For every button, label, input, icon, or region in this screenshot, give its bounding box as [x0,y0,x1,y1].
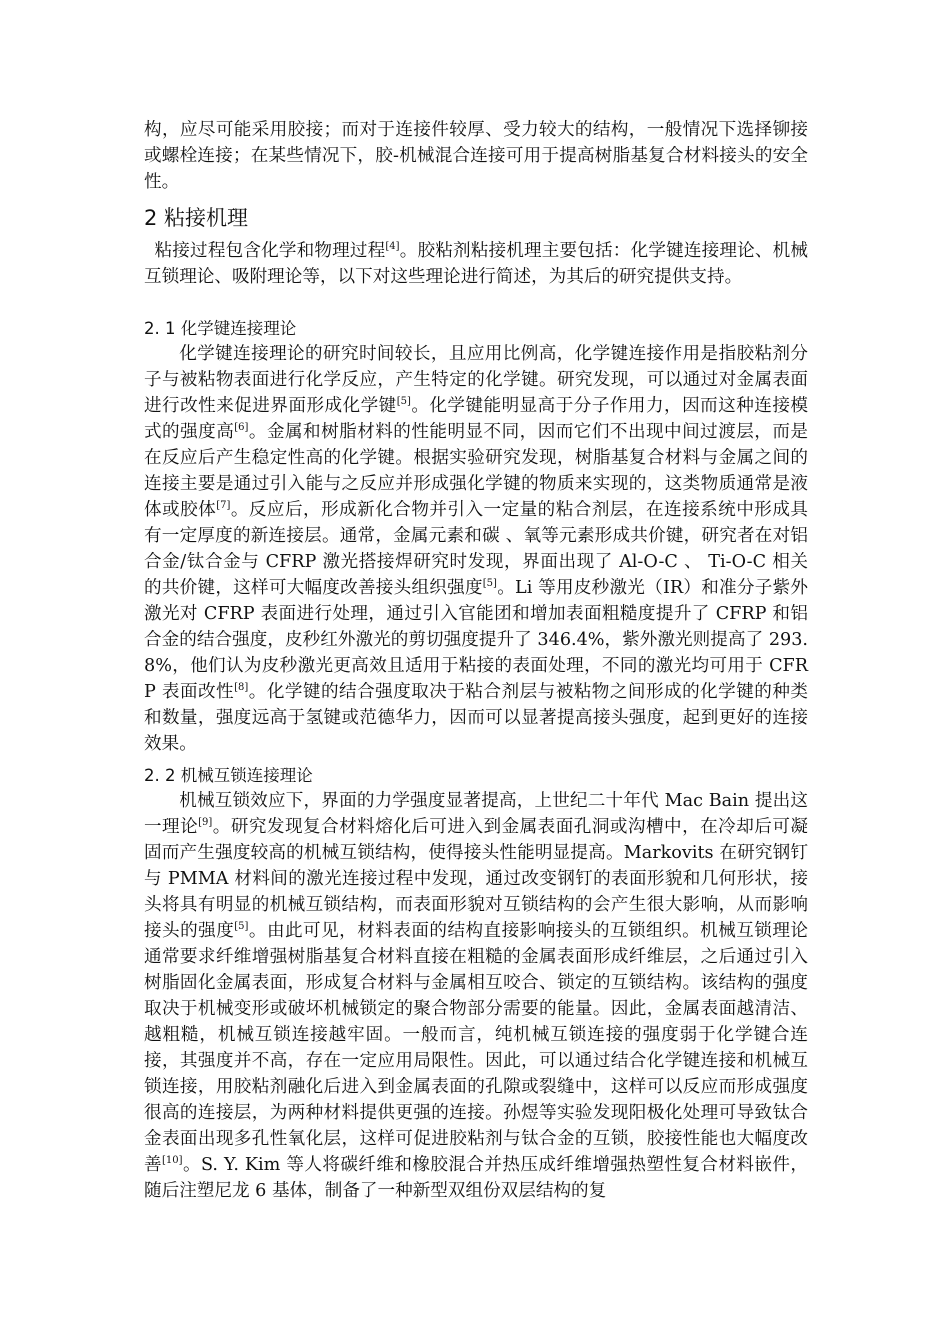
text-segment: 。研究发现复合材料熔化后可进入到金属表面孔洞或沟槽中，在冷却后可凝固而产生强度较高的机械互锁结构，使得接头性能明显提高。Markovits 在研究钢钉与 PMMA 材料间的激光连接过程中发现，通过改变钢钉的表面形貌和几何形状，接头将具有明显的机械互锁结构，而表面形貌对互锁结构的会产生很大影响，从而影响接头的强度 [144,817,808,941]
text-segment: 。金属和树脂材料的性能明显不同，因而它们不出现中间过渡层，而是在反应后产生稳定性高的化学键。根据实验研究发现，树脂基复合材料与金属之间的连接主要是通过引入能与之反应并形成强化学键的物质来实现的，这类物质通常是液体或胶体 [144,422,808,520]
citation-ref: [10] [162,1155,183,1166]
section-2-1-heading: 2. 1 化学键连接理论 [144,319,297,338]
text-segment: 。Li 等用皮秒激光（IR）和准分子紫外激光对 CFRP 表面进行处理，通过引入官能团和增加表面粗糙度提升了 CFRP 和铝合金的结合强度，皮秒红外激光的剪切强度提升了 346.4%，紫外激光则提高了 293.8%，他们认为皮秒激光更高效且适用于粘接的表面处理，不同的激光均可用于 CFRP 表面改性 [144,578,808,702]
top-paragraph: 构，应尽可能采用胶接；而对于连接件较厚、受力较大的结构，一般情况下选择铆接或螺栓连接；在某些情况下，胶-机械混合连接可用于提高树脂基复合材料接头的安全性。 [144,120,808,192]
citation-ref: [6] [234,422,249,433]
text-segment: 。化学键的结合强度取决于粘合剂层与被粘物之间形成的化学键的种类和数量，强度远高于氢键或范德华力，因而可以显著提高接头强度，起到更好的连接效果。 [144,682,808,754]
text-segment: 化学键连接理论的研究时间较长，且应用比例高，化学键连接作用是指胶粘剂分子与被粘物表面进行化学反应，产生特定的化学键。研究发现，可以通过对金属表面进行改性来促进界面形成化学键 [144,344,808,416]
citation-ref: [7] [216,500,231,511]
citation-ref: [5] [234,921,249,932]
top-paragraph-block [144,117,808,195]
text-segment: 。由此可见，材料表面的结构直接影响接头的互锁组织。机械互锁理论通常要求纤维增强树脂基复合材料直接在粗糙的金属表面形成纤维层，之后通过引入树脂固化金属表面，形成复合材料与金属相互咬合、锁定的互锁结构。该结构的强度取决于机械变形或破坏机械锁定的聚合物部分需要的能量。因此，金属表面越清洁、越粗糙，机械互锁连接越牢固。一般而言，纯机械互锁连接的强度弱于化学键合连接，其强度并不高，存在一定应用局限性。因此，可以通过结合化学键连接和机械互锁连接，用胶粘剂融化后进入到金属表面的孔隙或裂缝中，这样可以反应而形成强度很高的连接层，为两种材料提供更强的连接。孙煜等实验发现阳极化处理可导致钛合金表面出现多孔性氧化层，这样可促进胶粘剂与钛合金的互锁，胶接性能也大幅度改善 [144,921,808,1175]
citation-ref: [5] [396,396,411,407]
text-segment: 。胶粘剂粘接机理主要包括：化学键连接理论、机械互锁理论、吸附理论等，以下对这些理论进行简述，为其后的研究提供支持。 [144,241,808,287]
text-segment: 。化学键能明显高于分子作用力，因而这种连接模式的强度高 [144,396,808,442]
section-2-1-body [144,341,808,757]
text-segment: 粘接过程包含化学和物理过程 [154,241,386,261]
citation-ref: [8] [234,682,249,693]
citation-ref: [5] [482,578,497,589]
citation-ref: [9] [198,817,213,828]
section-2-intro [144,238,808,290]
section-2-1 [144,316,808,757]
text-segment: 机械互锁效应下，界面的力学强度显著提高，上世纪二十年代 Mac Bain 提出这一理论 [144,791,808,837]
section-2-2-body [144,788,808,1204]
citation-ref: [4] [385,241,400,252]
text-segment: 。反应后，形成新化合物并引入一定量的粘合剂层，在连接系统中形成具有一定厚度的新连接层。通常，金属元素和碳 、氧等元素形成共价键，研究者在对铝合金/钛合金与 CFRP 激光搭接焊研究时发现，界面出现了 Al-O-C 、 Ti-O-C 相关的共价键，这样可大幅度改善接头组织强度 [144,500,808,598]
section-2-2-heading: 2. 2 机械互锁连接理论 [144,766,313,785]
section-2-heading: 2 粘接机理 [144,206,249,230]
section-2-2 [144,763,808,1204]
section-2 [144,203,808,290]
text-segment: 。S. Y. Kim 等人将碳纤维和橡胶混合并热压成纤维增强热塑性复合材料嵌件，随后注塑尼龙 6 基体，制备了一种新型双组份双层结构的复 [144,1155,808,1201]
